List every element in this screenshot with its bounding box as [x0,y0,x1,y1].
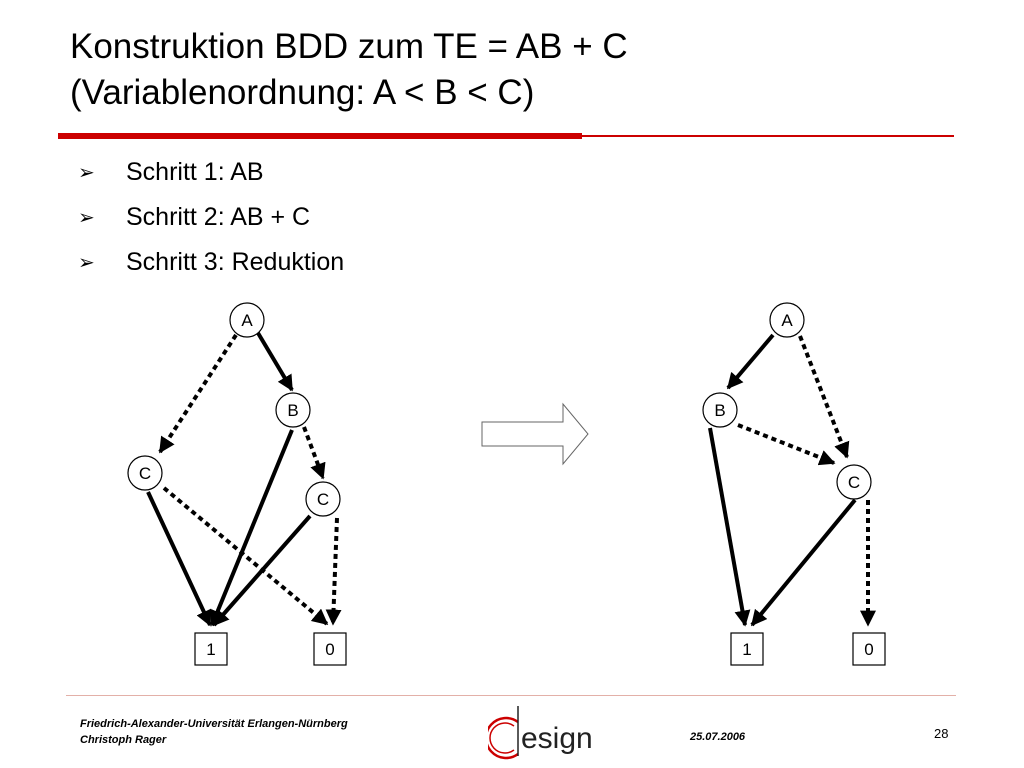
terminal-right-one [731,633,763,665]
edge-c-one-solid [752,500,855,625]
footer-divider [66,695,956,696]
terminal-label: 0 [325,640,335,659]
cdesign-logo-icon [488,704,618,764]
node-label: A [781,311,793,330]
arrow-bullet-icon: ➢ [78,252,95,274]
terminal-label: 0 [864,640,874,659]
arrow-bullet-icon: ➢ [78,207,95,229]
terminal-left-one [195,633,227,665]
slide-title-line2: (Variablenordnung: A < B < C) [70,73,535,112]
edge-c1-one-solid [148,492,210,625]
node-label: B [287,401,299,420]
bdd-right [703,303,885,665]
node-left-c2 [306,482,340,516]
node-left-a [230,303,264,337]
edge-c2-zero-dashed [333,518,337,624]
logo-text: esign [521,722,593,755]
page-number: 28 [934,726,949,741]
transform-arrow-icon [482,404,588,464]
bullet-text: Schritt 2: AB + C [126,203,311,231]
footer-institution: Friedrich-Alexander-Universität Erlangen-Nürnberg [80,718,348,730]
terminal-label: 1 [742,640,752,659]
edge-a-c1-dashed [160,335,236,452]
node-label: B [714,401,726,420]
footer-date: 25.07.2006 [690,731,746,743]
edges-left [148,333,337,625]
edge-b-one-solid [212,430,292,625]
edge-b-c2-dashed [304,427,323,478]
terminal-right-zero [853,633,885,665]
node-left-c1 [128,456,162,490]
edge-c2-one-solid [214,516,310,625]
bullet-text: Schritt 1: AB [126,158,264,186]
edge-c1-zero-dashed [164,488,330,624]
slide-title-line1: Konstruktion BDD zum TE = AB + C [70,27,628,66]
node-label: C [847,473,861,492]
node-right-b [703,393,737,427]
node-label: C [138,464,152,483]
edge-a-b-solid [728,335,773,388]
terminal-left-zero [314,633,346,665]
edge-b-one-solid [710,428,745,625]
node-label: A [241,311,253,330]
node-right-c [837,465,871,499]
edge-a-b-solid [258,333,292,390]
bullet-text: Schritt 3: Reduktion [126,248,345,276]
footer-credits [80,716,348,748]
node-left-b [276,393,310,427]
node-label: C [316,490,330,509]
arrow-bullet-icon: ➢ [78,162,95,184]
footer-author: Christoph Rager [80,734,167,746]
terminal-label: 1 [206,640,216,659]
node-right-a [770,303,804,337]
edge-b-c-dashed [738,425,834,463]
bdd-left [128,303,346,665]
edge-a-c-dashed [800,336,847,457]
